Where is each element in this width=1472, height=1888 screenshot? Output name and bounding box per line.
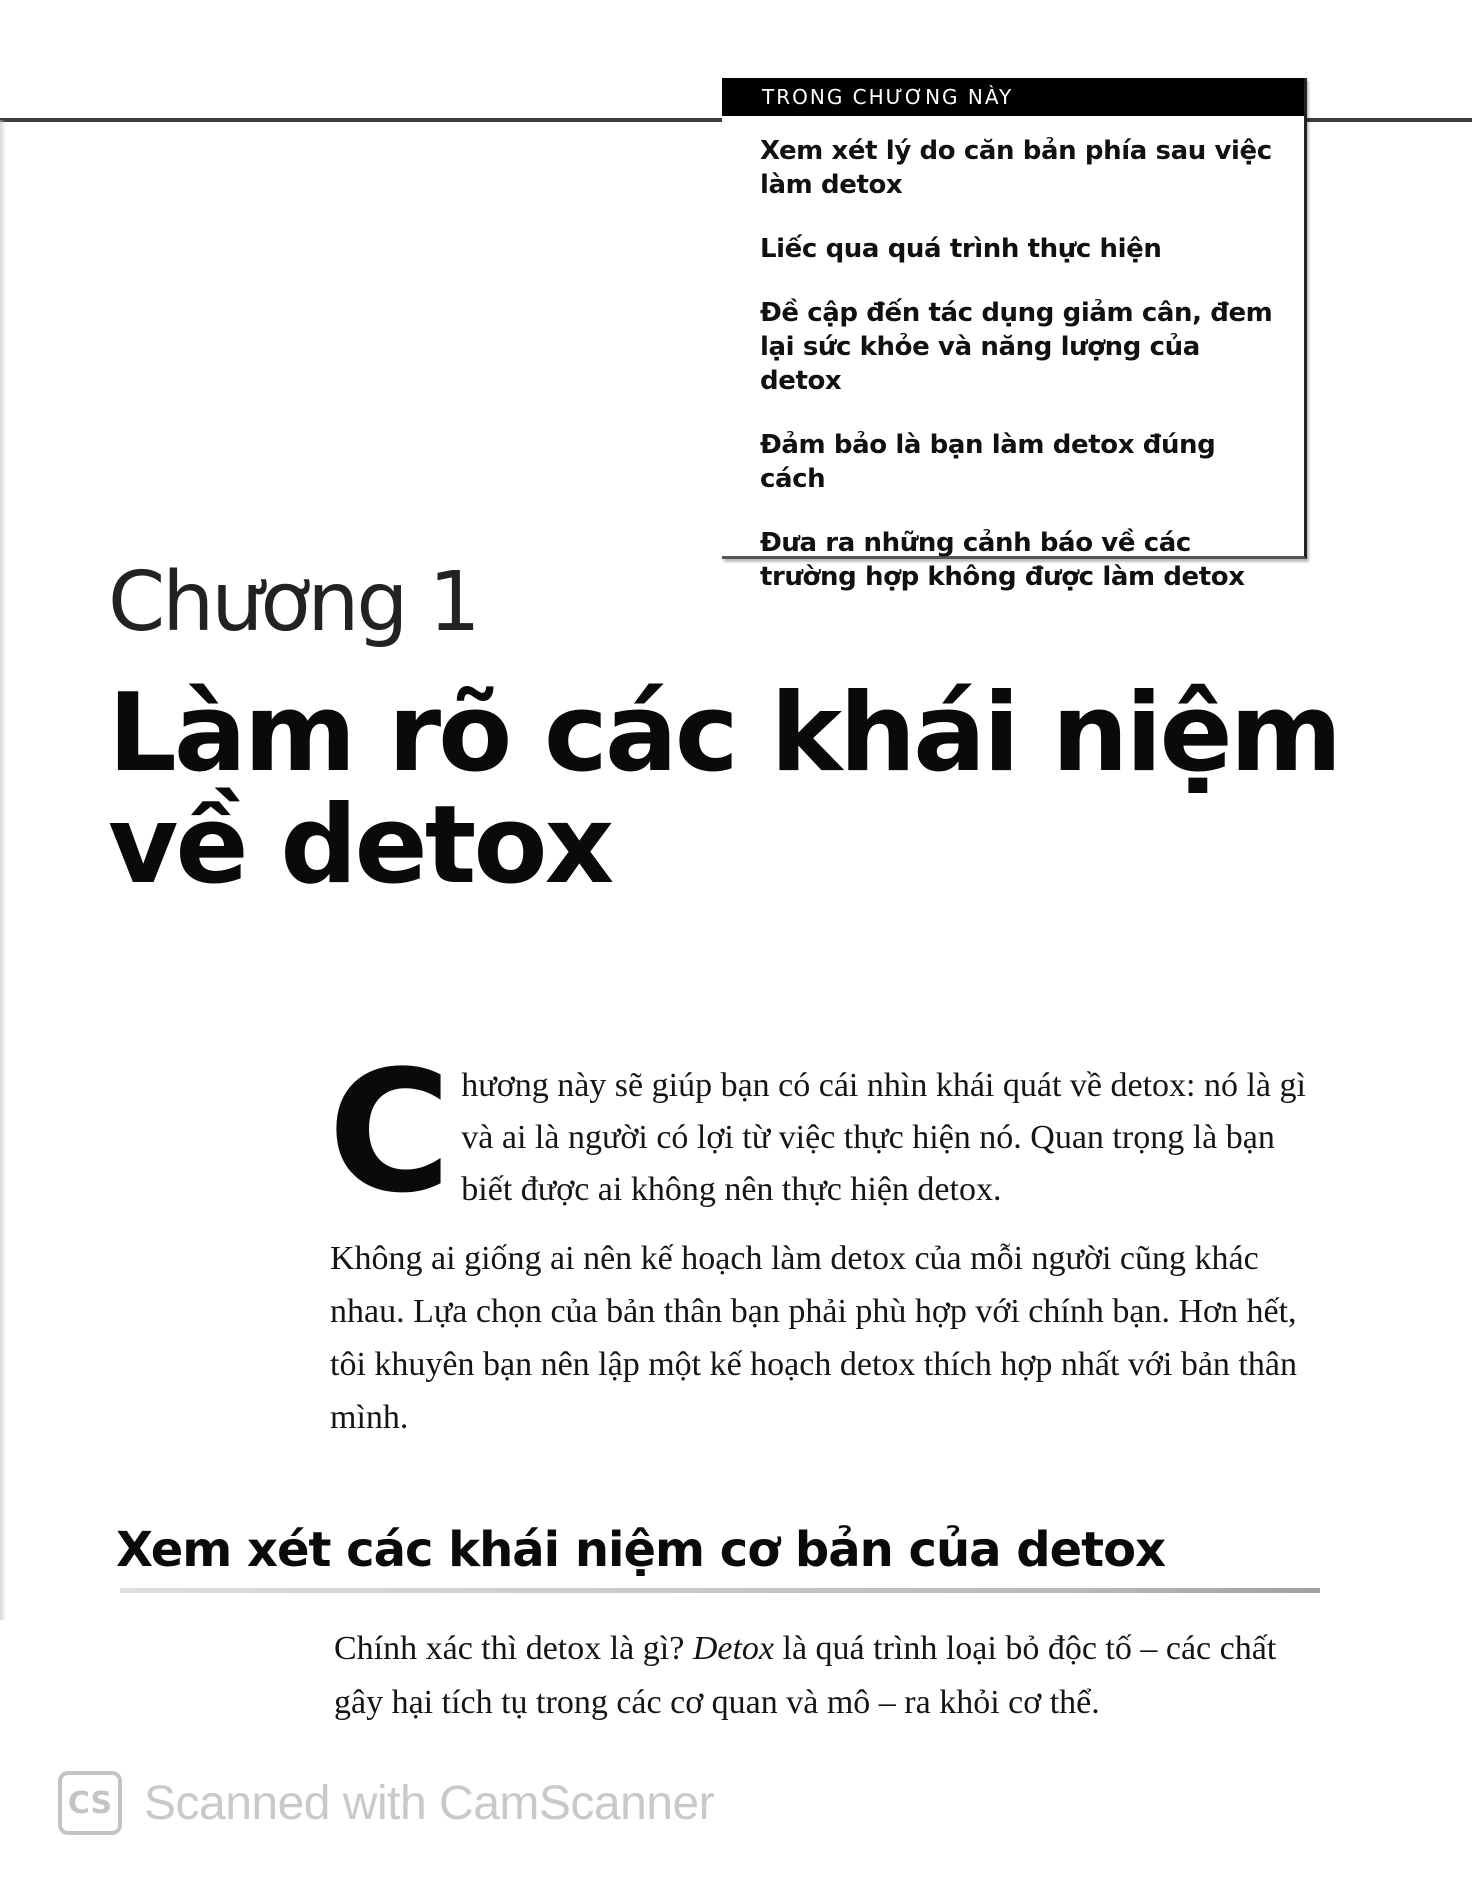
chapter-contents-item: Liếc qua quá trình thực hiện xyxy=(760,234,1162,264)
chapter-contents-item: Đưa ra những cảnh báo về các trường hợp không được làm detox xyxy=(760,528,1245,592)
chapter-number: Chương 1 xyxy=(108,555,478,650)
body-paragraph: Không ai giống ai nên kế hoạch làm detox của mỗi người cũng khác nhau. Lựa chọn của bản thân bạn phải phù hợp với chính bạn. Hơn hết, tôi khuyên bạn nên lập một kế hoạch detox thích hợp nhất với bản thân mình. xyxy=(330,1240,1297,1436)
page-edge-shadow xyxy=(0,120,6,1620)
chapter-contents-item: Đề cập đến tác dụng giảm cân, đem lại sức khỏe và năng lượng của detox xyxy=(760,298,1273,396)
chapter-contents-box xyxy=(722,78,1307,592)
intro-text: hương này sẽ giúp bạn có cái nhìn khái quát về detox: nó là gì và ai là người có lợi từ việc thực hiện nó. Quan trọng là bạn biết được ai không nên thực hiện detox. xyxy=(461,1067,1306,1208)
section-text-end: là quá trình loại bỏ độc tố – các chất gây hại tích tụ trong các cơ quan và mô – ra khỏi cơ thể. xyxy=(334,1630,1277,1721)
section-text-start: Chính xác thì detox là gì? xyxy=(334,1630,693,1667)
camscanner-logo-icon: CS xyxy=(58,1771,122,1835)
chapter-contents-heading: TRONG CHƯƠNG NÀY xyxy=(722,78,1304,116)
section-heading: Xem xét các khái niệm cơ bản của detox xyxy=(116,1522,1166,1578)
chapter-contents-list xyxy=(722,116,1304,594)
camscanner-text: Scanned with CamScanner xyxy=(144,1776,715,1830)
drop-cap: C xyxy=(328,1034,452,1230)
intro-paragraph xyxy=(328,1034,1320,1230)
section-paragraph xyxy=(334,1622,1329,1730)
chapter-contents-item: Đảm bảo là bạn làm detox đúng cách xyxy=(760,430,1216,494)
section-rule xyxy=(120,1588,1320,1593)
chapter-title: Làm rõ các khái niệm về detox xyxy=(108,671,1340,908)
chapter-contents-item: Xem xét lý do căn bản phía sau việc làm detox xyxy=(760,136,1272,200)
term-detox: Detox xyxy=(692,1630,774,1667)
camscanner-watermark xyxy=(58,1768,714,1838)
